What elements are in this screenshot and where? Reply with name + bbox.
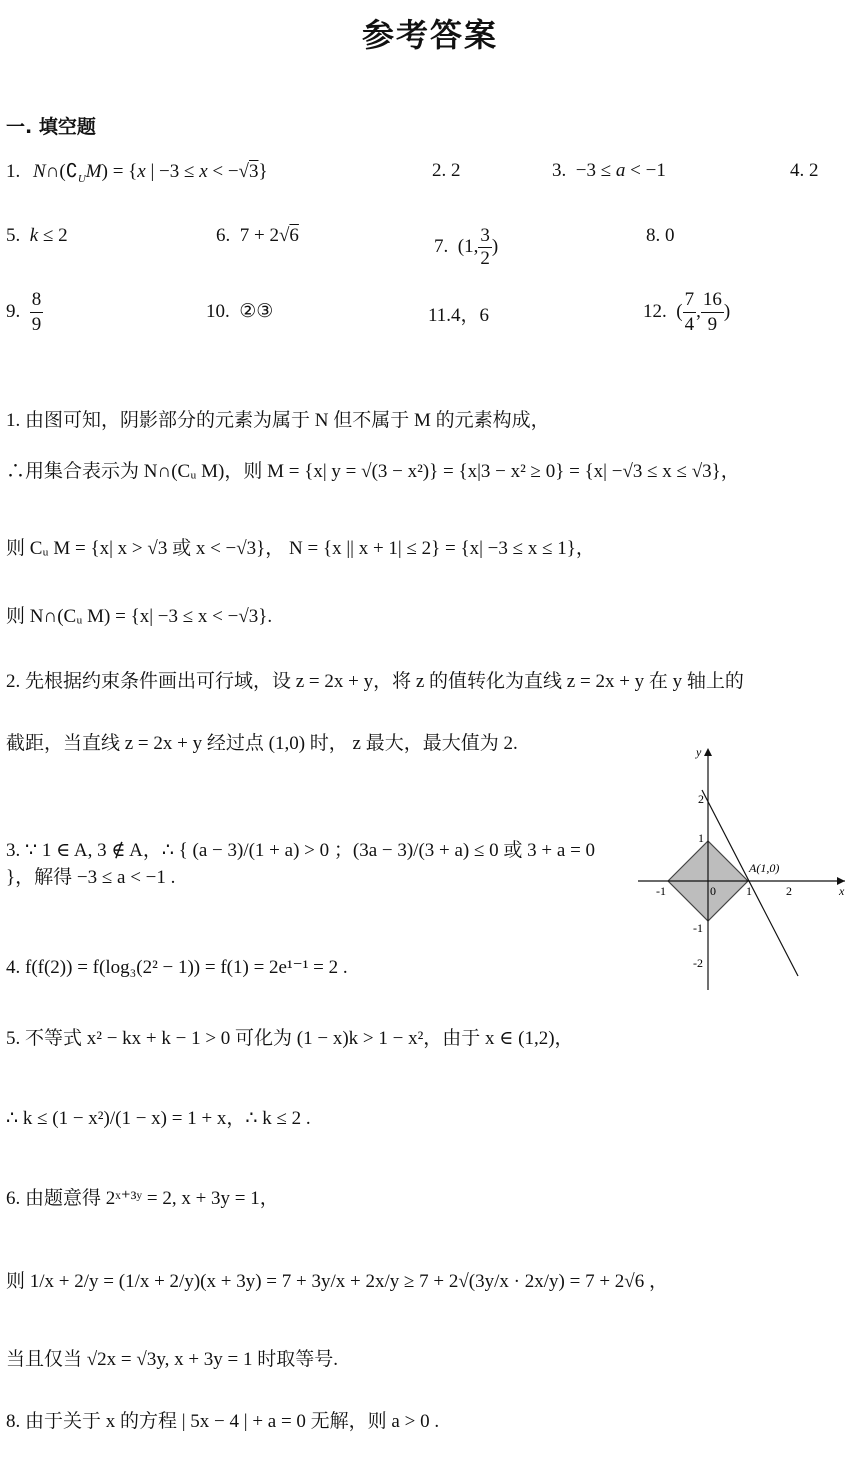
origin-label: 0: [710, 884, 716, 898]
solution-1-line-4: 则 N∩(Cᵤ M) = {x| −3 ≤ x < −√3}.: [6, 606, 273, 627]
answer-7: 7. (1, $\frac{3}{2}$ ): [434, 225, 499, 269]
x-axis-label: x: [839, 884, 845, 898]
solution-6-line-2: 则 1/x + 2/y = (1/x + 2/y)(x + 3y) = 7 + 3y/x + 2x/y ≥ 7 + 2√(3y/x · 2x/y) = 7 + 2√6 ，: [6, 1271, 668, 1292]
tick-x-1: 1: [746, 884, 752, 898]
feasible-region-graph: [630, 740, 855, 995]
answer-2: 2. 2: [432, 160, 461, 181]
solution-8: 8. 由于关于 x 的方程 | 5x − 4 | + a = 0 无解，则 a > 0 .: [6, 1411, 440, 1432]
tick-y-2: 2: [698, 792, 704, 806]
solution-3: 3. ∵ 1 ∈ A, 3 ∉ A，∴ { (a − 3)/(1 + a) > 0 ；(3a − 3)/(3 + a) ≤ 0 或 3 + a = 0 }，解得 −3 ≤ a < −1 .: [6, 840, 596, 888]
tick-y-1: 1: [698, 831, 704, 845]
solution-5-line-1: 5. 不等式 x² − kx + k − 1 > 0 可化为 (1 − x)k > 1 − x²，由于 x ∈ (1,2)，: [6, 1028, 574, 1049]
solution-1-line-2: ∴用集合表示为 N∩(Cᵤ M)，则 M = {x| y = √(3 − x²)} = {x|3 − x² ≥ 0} = {x| −√3 ≤ x ≤ √3}，: [6, 461, 740, 482]
answer-1: 1. $N\cap(∁_UM) = \{x$ | −3 ≤ x < −√3}: [6, 161, 268, 185]
solution-5-line-2: ∴ k ≤ (1 − x²)/(1 − x) = 1 + x，∴ k ≤ 2 .: [6, 1108, 311, 1129]
answer-12: 12. ( $\frac{7}{4}$ , $\frac{16}{9}$ ): [643, 289, 731, 335]
solution-1-line-3: 则 Cᵤ M = {x| x > √3 或 x < −√3}， N = {x || x + 1| ≤ 2} = {x| −3 ≤ x ≤ 1}，: [6, 538, 595, 559]
tick-x-2: 2: [786, 884, 792, 898]
solution-1-line-1: 1. 由图可知，阴影部分的元素为属于 N 但不属于 M 的元素构成，: [6, 410, 550, 431]
tick-y--1: -1: [693, 921, 703, 935]
solution-2-line-1: 2. 先根据约束条件画出可行域，设 z = 2x + y，将 z 的值转化为直线 z = 2x + y 在 y 轴上的: [6, 671, 744, 692]
tick-x--1: -1: [656, 884, 666, 898]
solution-6-line-1: 6. 由题意得 2ˣ⁺³ʸ = 2, x + 3y = 1，: [6, 1188, 279, 1209]
solution-4: 4. f(f(2)) = f(log₃(2² − 1)) = f(1) = 2e¹⁻¹ = 2 .: [6, 957, 348, 978]
point-a-label: A(1,0): [749, 861, 780, 875]
answer-3: 3. −3 ≤ a < −1: [552, 160, 666, 181]
answer-5: 5. k ≤ 2: [6, 225, 68, 246]
answer-9: 9. $\frac{8}{9}$: [6, 289, 42, 335]
solution-2-line-2: 截距，当直线 z = 2x + y 经过点 (1,0) 时， z 最大，最大值为 2.: [6, 733, 518, 754]
answer-4: 4. 2: [790, 160, 819, 181]
y-axis-label: y: [696, 745, 702, 759]
answer-8: 8. 0: [646, 225, 675, 246]
page-title: 参考答案: [361, 16, 498, 54]
answer-6: 6. 7 + 2√6: [216, 225, 299, 246]
answer-10: 10. ②③: [206, 301, 274, 322]
tick-y--2: -2: [693, 956, 703, 970]
answer-11: 11.4，6: [428, 305, 490, 326]
section-heading: 一. 填空题: [6, 116, 96, 138]
y-axis-arrow: [704, 748, 712, 756]
solution-6-line-3: 当且仅当 √2x = √3y, x + 3y = 1 时取等号.: [6, 1349, 339, 1370]
